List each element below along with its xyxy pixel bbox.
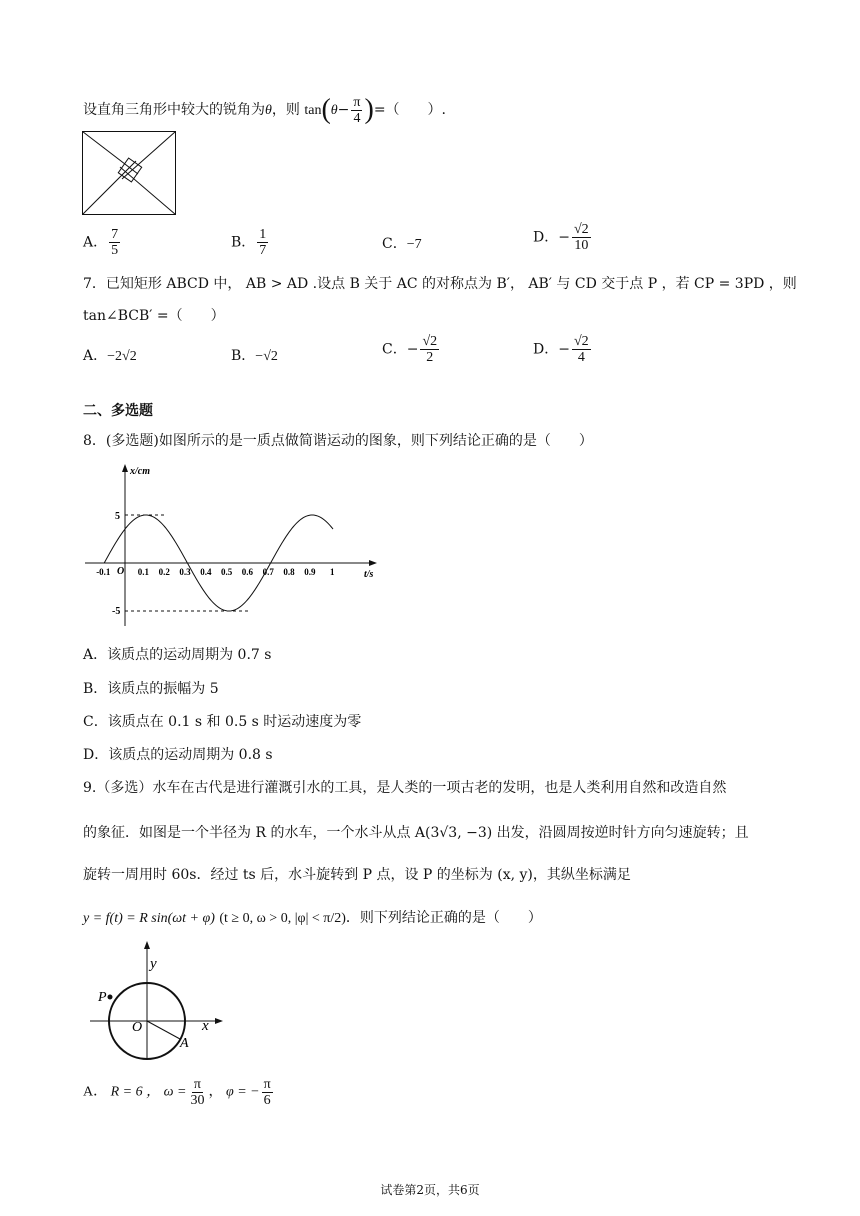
q9-stem-line1: 9.（多选）水车在古代是进行灌溉引水的工具，是人类的一项古老的发明，也是人类利用自然和改造自然 [83,780,727,796]
q8-x-tick: 0.1 [137,567,150,577]
q7-option-c[interactable]: C．− $\frac{√2}{2}$ [382,334,438,365]
q8-option-a[interactable]: A．该质点的运动周期为 0.7 s [83,647,272,663]
q8-x-ticks [96,567,335,577]
q8-x-tick: 0.6 [241,567,254,577]
q9-stem-line4: y = f(t) = R sin(ωt + φ) (t ≥ 0, ω > 0, |φ| < π/2)．则下列结论正确的是（ ） [83,910,542,926]
q6-option-c[interactable]: C．−7 [382,236,422,252]
q8-x-tick: 1 [330,567,335,577]
q8-x-tick: 0.2 [158,567,170,577]
q9-p-label: P [98,990,107,1005]
q9-stem-line2: 的象征．如图是一个半径为 R 的水车，一个水斗从点 A(3√3, −3) 出发，沿圆周按逆时针方向匀速旋转；且 [83,825,749,841]
q6-option-d[interactable]: D．− $\frac{√2}{10}$ [533,222,589,253]
q8-y-tick-neg5: -5 [112,606,121,617]
q8-x-axis-label: t/s [364,569,374,580]
q8-option-c[interactable]: C．该质点在 0.1 s 和 0.5 s 时运动速度为零 [83,714,362,730]
q7-stem-line1: 7．已知矩形 ABCD 中， AB > AD .设点 B 关于 AC 的对称点为 B′， AB′ 与 CD 交于点 P ，若 CP = 3PD ，则 [83,276,797,292]
q6-option-a[interactable]: A． $\frac{7}{5}$ [83,227,119,258]
q9-x-label: x [202,1018,209,1034]
q7-option-a[interactable]: A．−2√2 [83,348,137,364]
q6-option-b[interactable]: B． $\frac{1}{7}$ [231,227,267,258]
q9-stem-line3: 旋转一周用时 60s．经过 ts 后，水斗旋转到 P 点，设 P 的坐标为 (x, y)，其纵坐标满足 [83,867,631,883]
q8-x-tick: -0.1 [96,567,111,577]
q8-y-axis-label: x/cm [130,466,150,477]
q9-origin-label: O [132,1020,143,1035]
q9-option-a[interactable]: A． R = 6 ， ω = $\frac{\pi}{30}$ ， φ = − $\frac{\pi}{6}$ [83,1077,271,1108]
q8-origin: O [117,566,125,577]
q8-x-tick: 0.4 [200,567,212,577]
q8-option-b[interactable]: B．该质点的振幅为 5 [83,681,219,697]
q8-x-tick: 0.3 [179,567,191,577]
q7-option-b[interactable]: B．−√2 [231,348,278,364]
q8-x-tick: 0.5 [221,567,233,577]
q8-option-d[interactable]: D．该质点的运动周期为 0.8 s [83,747,273,763]
q7-option-d[interactable]: D．− $\frac{√2}{4}$ [533,334,589,365]
q7-stem-line2: tan∠BCB′ =（ ） [83,308,225,324]
q9-y-label: y [150,956,157,972]
q8-stem: 8．(多选题)如图所示的是一质点做简谐运动的图象，则下列结论正确的是（ ） [83,433,593,449]
q8-y-tick-5: 5 [115,511,120,522]
q6-stem: 设直角三角形中较大的锐角为θ，则 tan(θ− $\frac{\pi}{4}$ )=（ ）. [83,94,446,126]
q9-a-label: A [180,1036,189,1051]
q8-graph [85,462,385,627]
q6-figure [82,131,176,215]
q8-x-tick: 0.7 [262,567,274,577]
q9-figure [88,941,228,1061]
section-title: 二、多选题 [83,403,153,419]
q8-x-tick: 0.8 [283,567,295,577]
q8-x-tick: 0.9 [304,567,316,577]
page-footer: 试卷第2页，共6页 [380,1183,480,1197]
